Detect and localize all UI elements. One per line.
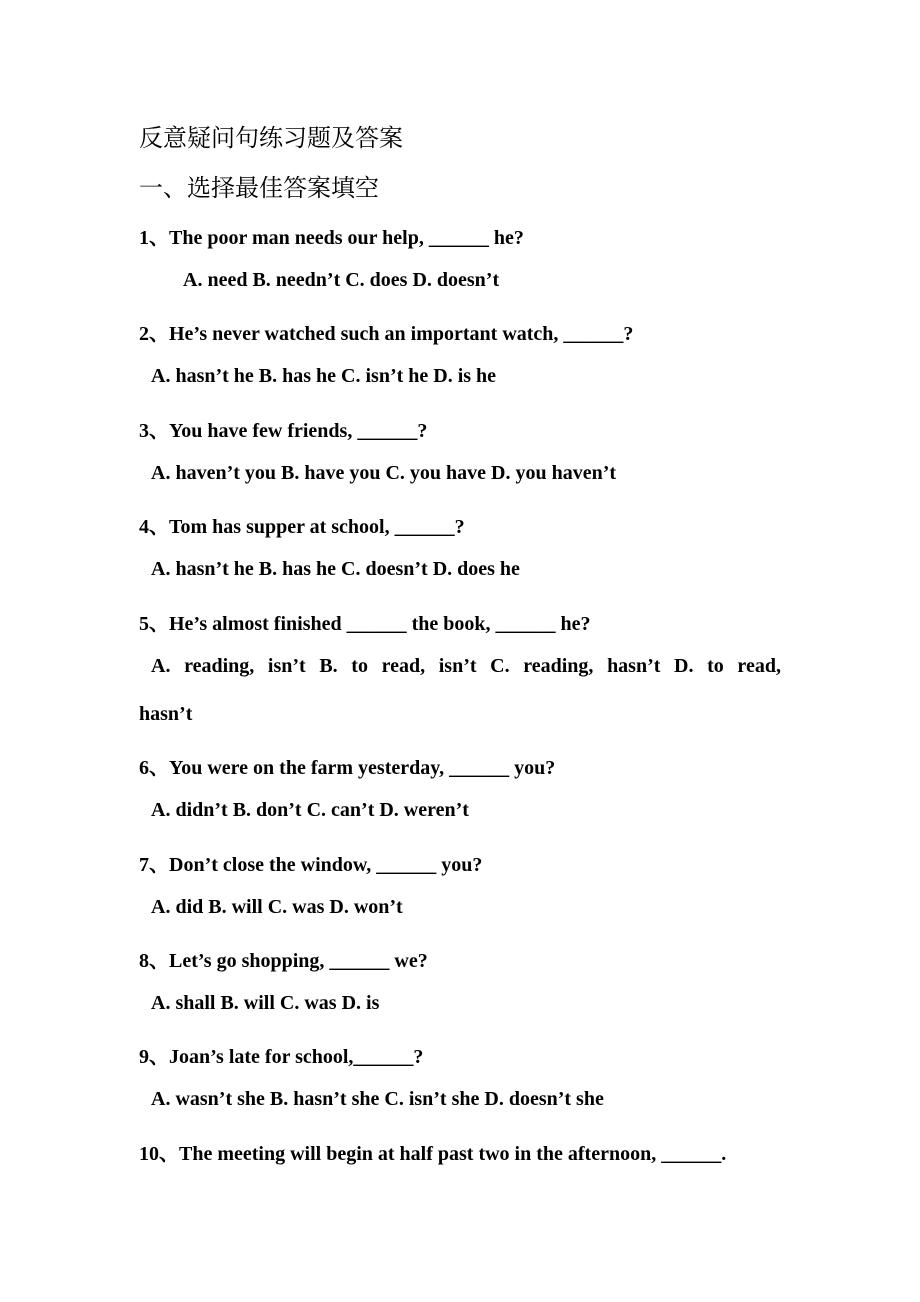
option-word: isn’t <box>438 655 477 677</box>
option-word: C. <box>490 655 510 677</box>
question-10: 10、The meeting will begin at half past two in the afternoon, ______. <box>139 1143 727 1165</box>
page-title: 反意疑问句练习题及答案 <box>139 124 403 152</box>
option-word: to <box>351 655 368 677</box>
question-3: 3、You have few friends, ______? <box>139 420 428 442</box>
option-word: read, <box>737 655 781 677</box>
question-6-options: A. didn’t B. don’t C. can’t D. weren’t <box>151 799 469 821</box>
question-2-options: A. hasn’t he B. has he C. isn’t he D. is he <box>151 365 497 387</box>
question-7-options: A. did B. will C. was D. won’t <box>151 896 403 918</box>
option-word: reading, <box>184 655 255 677</box>
question-4-options: A. hasn’t he B. has he C. doesn’t D. does he <box>151 558 520 580</box>
question-5: 5、He’s almost finished ______ the book, ______ he? <box>139 613 591 635</box>
option-word: read, <box>381 655 426 677</box>
question-7: 7、Don’t close the window, ______ you? <box>139 854 483 876</box>
question-8: 8、Let’s go shopping, ______ we? <box>139 950 428 972</box>
question-9-options: A. wasn’t she B. hasn’t she C. isn’t she D. doesn’t she <box>151 1088 604 1110</box>
question-8-options: A. shall B. will C. was D. is <box>151 992 380 1014</box>
question-2: 2、He’s never watched such an important watch, ______? <box>139 323 634 345</box>
option-word: to <box>707 655 724 677</box>
question-6: 6、You were on the farm yesterday, ______ you? <box>139 757 556 779</box>
option-word: A. <box>151 655 171 677</box>
question-4: 4、Tom has supper at school, ______? <box>139 516 465 538</box>
question-5-options <box>151 655 781 678</box>
option-word: D. <box>674 655 694 677</box>
question-1-options: A. need B. needn’t C. does D. doesn’t <box>183 269 500 291</box>
question-3-options: A. haven’t you B. have you C. you have D. you haven’t <box>151 462 617 484</box>
question-5-options-continuation: hasn’t <box>139 703 193 725</box>
section-heading: 一、选择最佳答案填空 <box>139 174 379 202</box>
option-word: hasn’t <box>607 655 661 677</box>
question-1: 1、The poor man needs our help, ______ he? <box>139 227 524 249</box>
question-9: 9、Joan’s late for school,______? <box>139 1046 424 1068</box>
option-word: isn’t <box>267 655 306 677</box>
option-word: reading, <box>523 655 594 677</box>
option-word: B. <box>319 655 338 677</box>
